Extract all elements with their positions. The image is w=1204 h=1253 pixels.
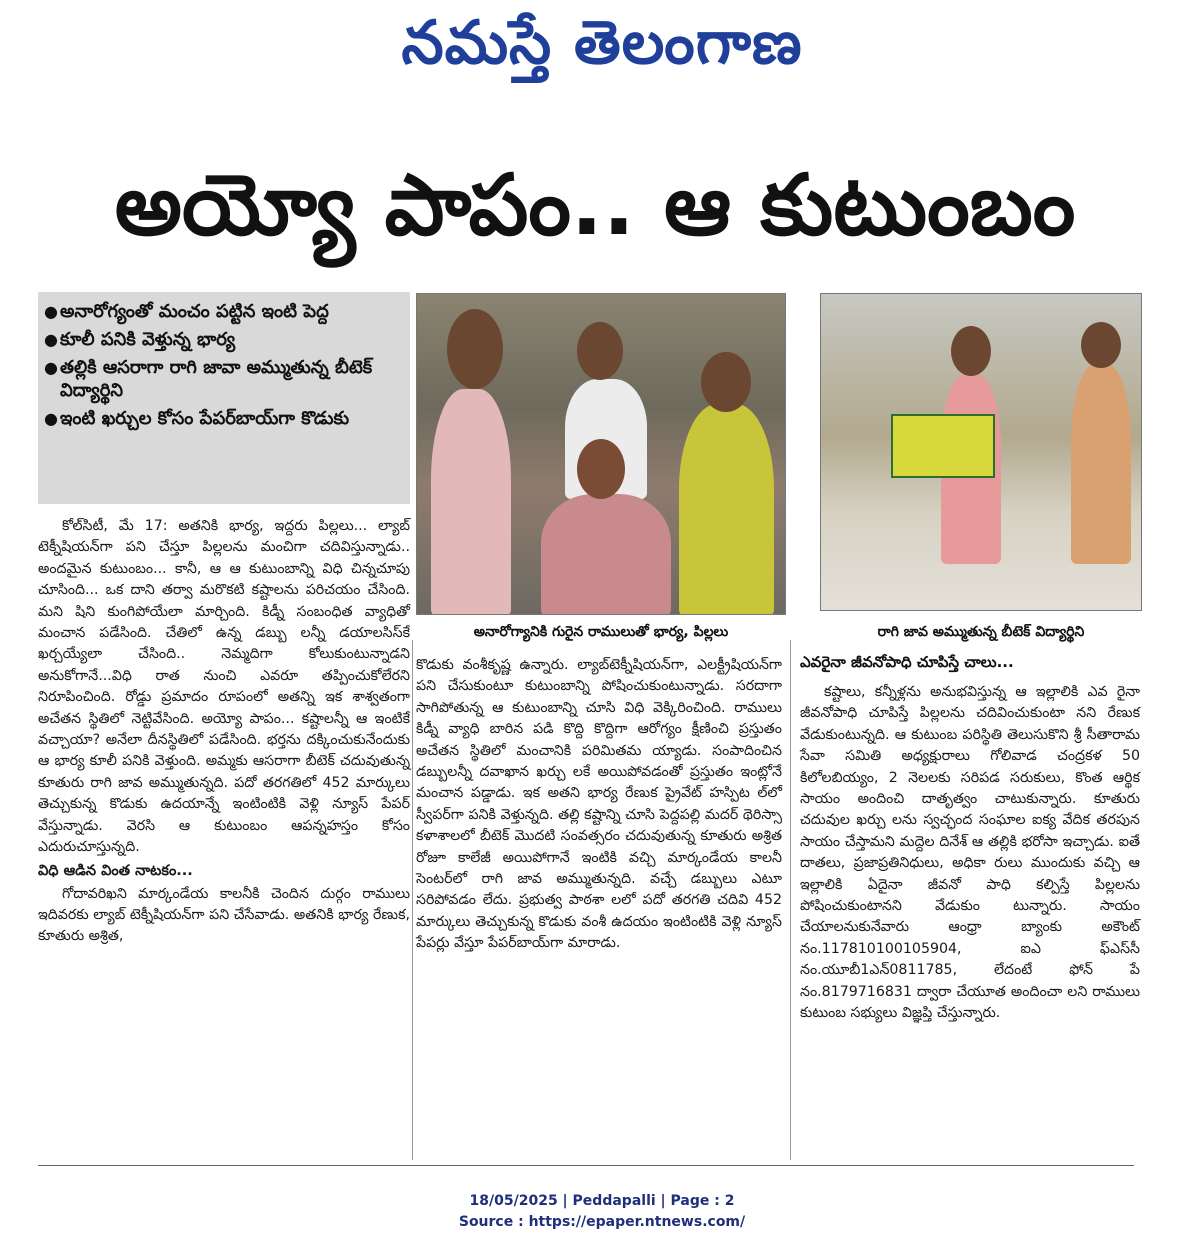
person-daughter	[431, 389, 511, 615]
bullet-icon: ●	[44, 330, 58, 349]
section-subhead: విధి ఆడిన వింత నాటకం...	[38, 862, 193, 879]
article-paragraph: గోదావరిఖని మార్కండేయ కాలనీకి చెందిన దుర్గం రాములు ఇదివరకు ల్యాబ్ టెక్నీషియన్‌గా పని చేసేవాడు. అతనికి భార్య రేణుక, కూతురు అశ్రిత,	[38, 885, 410, 945]
bullet-icon: ●	[44, 409, 58, 428]
photo2-caption: రాగి జావ అమ్ముతున్న బీటెక్ విద్యార్థిని	[877, 624, 1085, 640]
highlight-item: ● అనారోగ్యంతో మంచం పట్టిన ఇంటి పెద్ద	[44, 301, 329, 322]
person-father	[541, 494, 671, 615]
footer-source: Source : https://epaper.ntnews.com/	[458, 1214, 746, 1230]
column-divider	[412, 640, 413, 1160]
article-paragraph: కోల్‌సిటీ, మే 17: అతనికి భార్య, ఇద్దరు పిల్లలు... ల్యాబ్ టెక్నీషియన్‌గా పని చేస్తూ పిల్లలను మంచిగా చదివిస్తున్నాడు.. అందమైన కుటుంబం... కానీ, ఆ ఆ కుటుంబాన్ని విధి చిన్నచూపు చూసింది... ఒక దాని తర్వా మరొకటి కష్టాలను పరిచయం చేసింది. మని షిని కుంగిపోయేలా మార్చింది. కిడ్నీ సంబంధిత వ్యాధితో మంచాన పడేసింది. చేతిలో ఉన్న డబ్బు లన్నీ డయాలసిస్‌కే ఖర్చయ్యేలా చేసింది.. నెమ్మదిగా కోలుకుంటున్నాడని అనుకోగానే...విధి రాత నుంచి ఎవరూ తప్పించుకోలేరని నిరూపించింది. రోడ్డు ప్రమాదం రూపంలో అతన్ని ఇక శాశ్వతంగా అచేతన స్థితిలో నెట్టివేసింది. అయ్యో పాపం... కష్టాలన్నీ ఆ ఇంటికే వచ్చాయా? అనేలా దీనస్థితిలో పడేసింది. భర్తను దక్కించుకునేందుకు ఆ భార్య కూలీ పనికి వెళ్తుంది. అమ్మకు ఆసరాగా బీటెక్ చదువుతున్న కూతురు రాగి జావ అమ్ముతున్నది. పదో తరగతిలో 452 మార్కులు తెచ్చుకున్న కొడుకు ఉదయాన్నే ఇంటింటికి వెళ్లి న్యూస్ పేపర్ వేస్తున్నాడు. వెరసి ఆ కుటుంబం ఆపన్నహస్తం కోసం ఎదురుచూస్తున్నది.	[38, 518, 410, 856]
bullet-icon: ●	[44, 358, 58, 377]
footer-edition-info: 18/05/2025 | Peddapalli | Page : 2	[469, 1193, 735, 1209]
family-photo	[416, 293, 786, 615]
highlight-item: ● ఇంటి ఖర్చుల కోసం పేపర్‌బాయ్‌గా కొడుకు	[44, 408, 350, 429]
section-subhead: ఎవరైనా జీవనోపాధి చూపిస్తే చాలు...	[800, 653, 1014, 671]
person-man	[1071, 364, 1131, 564]
bottom-rule	[38, 1165, 1134, 1166]
article-paragraph: కొడుకు వంశీకృష్ణ ఉన్నారు. ల్యాబ్‌టెక్నీషియన్‌గా, ఎలక్ట్రీషియన్‌గా పని చేసుకుంటూ కుటుంబాన్ని పోషించుకుంటున్నాడు. సరదాగా సాగిపోతున్న ఆ కుటుంబాన్ని చూసి విధి వెక్కిరించింది. రాములు కిడ్నీ వ్యాధి బారిన పడి కొద్ది కొద్దిగా ఆరోగ్యం క్షీణించి ప్రస్తుతం అచేతన స్థితిలో మంచానికి పరిమితమ య్యాడు. సంపాదించిన డబ్బులన్నీ దవాఖాన ఖర్చు లకే అయిపోవడంతో ప్రస్తుతం ఇంట్లోనే మంచాన పడ్డాడు. ఇక అతని భార్య రేణుక ప్రైవేట్ హస్పిట ల్‌లో స్వీపర్‌గా పనికి వెళ్తున్నది. తల్లి కష్టాన్ని చూసి పెద్దపల్లి మదర్ థెరిస్సా కళాశాలలో బీటెక్ మొదటి సంవత్సరం చదువుతున్న కూతురు అశ్రిత రోజూ కాలేజీ అయిపోగానే ఇంటికి వచ్చి మార్కండేయ కాలనీ సెంటర్‌లో రాగి జావ అమ్ముతున్నది. వచ్చే డబ్బులు ఎటూ సరిపోవడం లేదు. ప్రభుత్వ పాఠశా లలో పదో తరగతి చదివి 452 మార్కులు తెచ్చుకున్న కొడుకు వంశీ ఉదయం ఇంటింటికి వెళ్లి న్యూస్ పేపర్లు వేస్తూ పేపర్‌బాయ్‌గా మారాడు.	[416, 657, 782, 952]
highlight-item: ● తల్లికి ఆసరాగా రాగి జావా అమ్ముతున్న బీటెక్ విద్యార్థిని	[44, 357, 373, 401]
ragi-java-photo	[820, 293, 1142, 611]
article-column-1	[38, 516, 410, 948]
person-mother	[679, 404, 774, 615]
bullet-icon: ●	[44, 302, 58, 321]
highlights-box	[38, 292, 410, 504]
column-divider	[790, 640, 791, 1160]
masthead-logo: నమస్తే తెలంగాణ	[401, 8, 803, 78]
article-column-3	[800, 682, 1140, 1025]
article-paragraph: కష్టాలు, కన్నీళ్లను అనుభవిస్తున్న ఆ ఇల్లాలికి ఎవ రైనా జీవనోపాధి చూపిస్తే పిల్లలను చదివించుకుంటా నని రేణుక వేడుకుంటున్నది. ఆ కుటుంబ పరిస్థితి తెలుసుకొని శ్రీ సీతారామ సేవా సమితి అధ్యక్షురాలు గోలివాడ చంద్రకళ 50 కిలోలబియ్యం, 2 నెలలకు సరిపడ సరుకులు, కొంత ఆర్థిక సాయం అందించి దాతృత్వం చాటుకున్నారు. కూతురు చదువుల ఖర్చు లను స్వచ్ఛంద సంఘాల ఐక్య వేదిక తరపున సాయం చేస్తామని మద్దెల దినేశ్ ఆ తల్లికి భరోసా ఇచ్చాడు. ఐతే దాతలు, ప్రజాప్రతినిధులు, అధికా రులు ముందుకు వచ్చి ఆ ఇల్లాలికి ఏదైనా జీవనో పాధి కల్పిస్తే పిల్లలను పోషించుకుంటానని వేడుకుం టున్నారు. సాయం చేయాలనుకునేవారు ఆంధ్రా బ్యాంకు అకౌంట్ నం.117810100105904, ఐఎ ఫ్ఎస్‌సీ నం.యూబీ1ఎన్0811785, లేదంటే ఫోన్ పే నం.8179716831 ద్వారా చేయూత అందించా లని రాములు కుటుంబ సభ్యులు విజ్ఞప్తి చేస్తున్నారు.	[800, 684, 1140, 1022]
highlight-item: ● కూలీ పనికి వెళ్తున్న భార్య	[44, 329, 236, 350]
cart-shape	[891, 414, 995, 478]
headline: అయ్యో పాపం.. ఆ కుటుంబం	[114, 156, 1076, 254]
article-column-2	[416, 655, 782, 955]
photo1-caption: అనారోగ్యానికి గురైన రాములుతో భార్య, పిల్లలు	[473, 624, 729, 640]
